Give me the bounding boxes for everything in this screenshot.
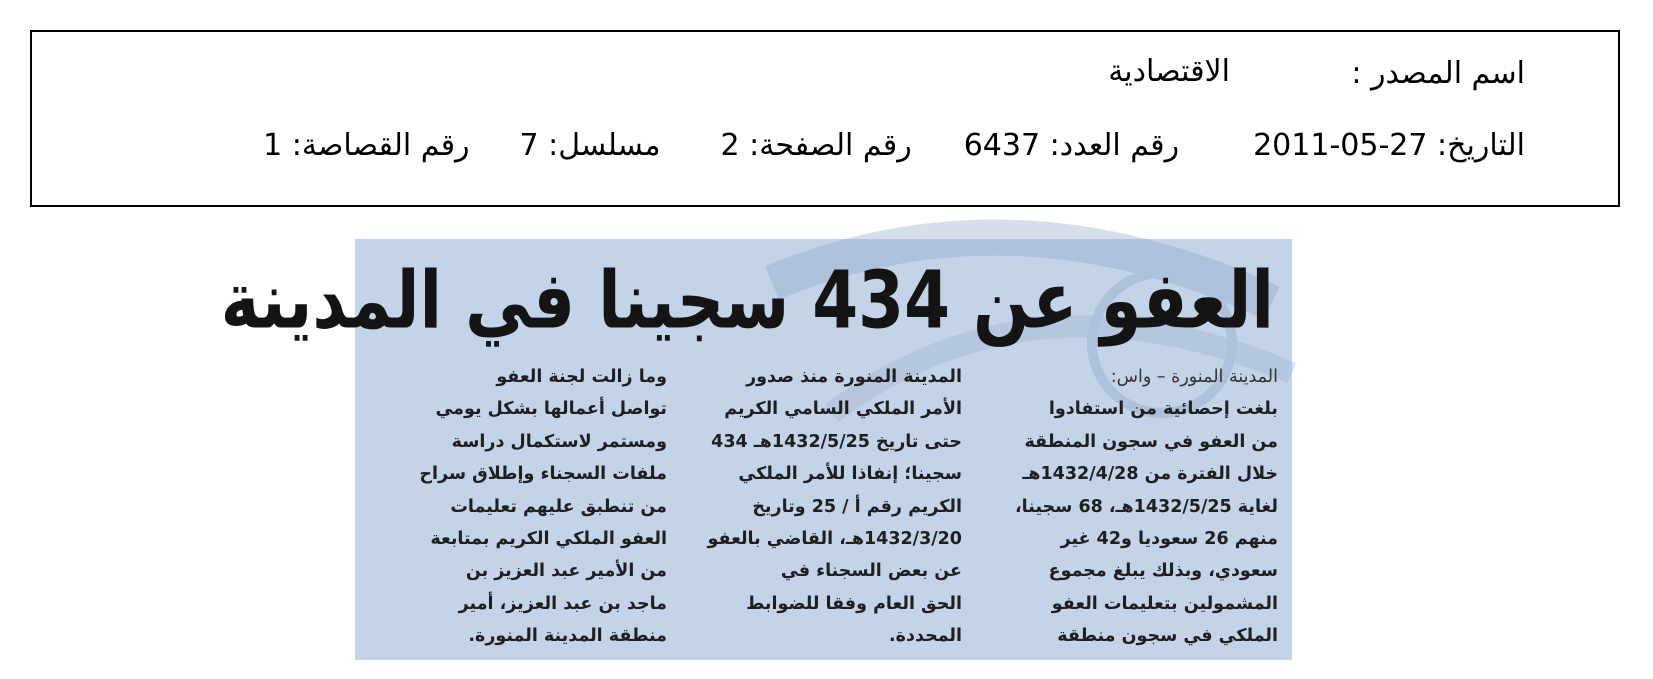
serial-field: مسلسل: 7 [519,128,661,163]
text-line: لغاية 1432/5/25هـ، 68 سجينا، [1015,496,1278,517]
clipping-metadata-box [30,30,1620,207]
text-line: من الأمير عبد العزيز بن [465,561,667,582]
text-line: الأمر الملكي السامي الكريم [724,399,962,420]
article-column-3 [382,361,667,653]
clip-number-field: رقم القصاصة: 1 [263,128,470,163]
text-line: المشمولين بتعليمات العفو [1051,593,1278,614]
issue-number-field: رقم العدد: 6437 [963,128,1180,163]
text-line: تواصل أعمالها بشكل يومي [435,399,667,420]
text-line: الملكي في سجون منطقة [1057,626,1278,647]
metadata-row [263,128,1525,163]
text-line: عن بعض السجناء في [780,561,962,582]
article-column-2 [677,361,962,653]
date-field: التاريخ: 27-05-2011 [1253,128,1525,163]
text-line: وما زالت لجنة العفو [496,367,667,387]
text-line: من العفو في سجون المنطقة [1024,431,1278,452]
text-line: العفو الملكي الكريم بمتابعة [430,529,667,550]
text-line: بلغت إحصائية من استفادوا [1048,399,1278,420]
newspaper-clipping [220,239,1292,660]
text-line: 1432/3/20هـ، القاضي بالعفو [707,529,962,550]
text-line: ومستمر لاستكمال دراسة [451,431,667,452]
text-line: خلال الفترة من 1432/4/28هـ [1022,464,1278,485]
source-value: الاقتصادية [1108,54,1230,89]
text-line: ملفات السجناء وإطلاق سراح [419,464,667,485]
text-line: المدينة المنورة منذ صدور [746,367,962,387]
text-line: ماجد بن عبد العزيز، أمير [458,593,667,614]
text-line: المحددة. [889,626,962,647]
text-line: سجينا؛ إنفاذا للأمر الملكي [738,464,962,485]
text-line: منطقة المدينة المنورة. [468,626,667,647]
text-line: سعودي، وبذلك يبلغ مجموع [1048,561,1278,582]
page-number-field: رقم الصفحة: 2 [720,128,912,163]
dateline: المدينة المنورة – واس: [1110,367,1278,387]
text-line: الحق العام وفقا للضوابط [746,593,962,614]
source-label: اسم المصدر : [1351,56,1525,91]
text-line: من تنطبق عليهم تعليمات [450,496,667,517]
text-line: منهم 26 سعوديا و42 غير [1060,529,1278,550]
article-headline: العفو عن 434 سجينا في المدينة [220,254,1274,347]
text-line: الكريم رقم أ / 25 وتاريخ [752,496,962,517]
article-column-1 [993,361,1278,653]
text-line: حتى تاريخ 1432/5/25هـ 434 [711,431,962,452]
